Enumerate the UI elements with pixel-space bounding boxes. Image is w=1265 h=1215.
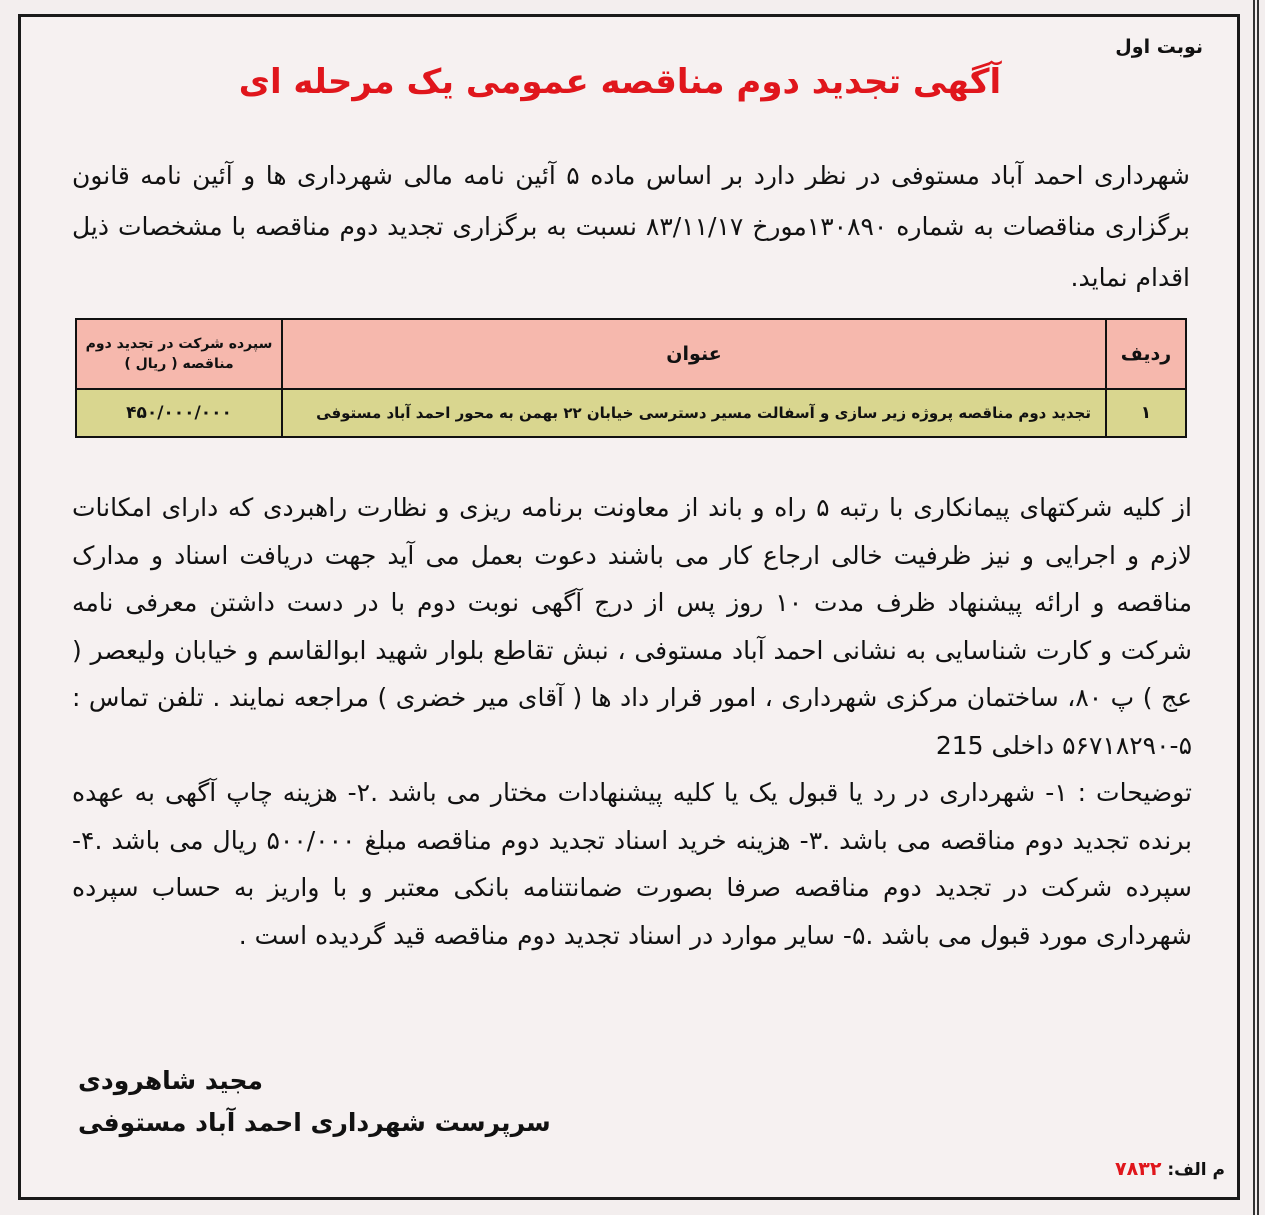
table-row <box>76 389 1186 437</box>
reference-number: ۷۸۳۲ <box>1115 1158 1162 1180</box>
body-text <box>72 484 1192 959</box>
notes-paragraph: توضیحات : ۱- شهرداری در رد یا قبول یک یا کلیه پیشنهادات مختار می باشد .۲- هزینه چاپ آگهی به عهده برنده تجدید دوم مناقصه می باشد .۳- هزینه خرید اسناد تجدید دوم مناقصه مبلغ ۵۰۰/۰۰۰ ریال می باشد .۴- سپرده شرکت در تجدید دوم مناقصه صرفا بصورت ضمانتنامه بانکی معتبر و با واریز به حساب سپرده شهرداری مورد قبول می باشد .۵- سایر موارد در اسناد تجدید دوم مناقصه قید گردیده است . <box>72 778 1192 950</box>
tender-table <box>75 318 1187 438</box>
publication-round: نوبت اول <box>1115 36 1203 58</box>
cell-row-number: ۱ <box>1106 389 1186 437</box>
header-deposit: سپرده شرکت در تجدید دوم مناقصه ( ریال ) <box>76 319 282 389</box>
header-title: عنوان <box>282 319 1106 389</box>
intro-paragraph: شهرداری احمد آباد مستوفی در نظر دارد بر اساس ماده ۵ آئین نامه مالی شهرداری ها و آئین نامه قانون برگزاری مناقصات به شماره ۱۳۰۸۹۰مورخ ۸۳/۱۱/۱۷ نسبت به برگزاری تجدید دوم مناقصه با مشخصات ذیل اقدام نماید. <box>72 161 1190 292</box>
invitation-paragraph: از کلیه شرکتهای پیمانکاری با رتبه ۵ راه و باند از معاونت برنامه ریزی و نظارت راهبردی که دارای امکانات لازم و اجرایی و نیز ظرفیت خالی ارجاع کار می باشند دعوت بعمل می آید جهت دریافت اسناد و مدارک مناقصه و ارائه پیشنهاد ظرف مدت ۱۰ روز پس از درج آگهی نوبت دوم با در دست داشتن معرفی نامه شرکت و کارت شناسایی به نشانی احمد آباد مستوفی ، نبش تقاطع بلوار شهید ابوالقاسم و خیابان ولیعصر ( عج ) پ ۸۰، ساختمان مرکزی شهرداری ، امور قرار داد ها ( آقای میر خضری ) مراجعه نمایند . تلفن تماس : ۵-۵۶۷۱۸۲۹۰ داخلی 215 <box>72 493 1193 760</box>
signatory-name: مجید شاهرودی <box>78 1066 263 1095</box>
header-row-number: ردیف <box>1106 319 1186 389</box>
reference-code <box>1115 1158 1225 1180</box>
signatory-title: سرپرست شهرداری احمد آباد مستوفی <box>78 1108 551 1137</box>
cell-deposit: ۴۵۰/۰۰۰/۰۰۰ <box>76 389 282 437</box>
column-divider <box>1253 0 1259 1215</box>
table-header-row <box>76 319 1186 389</box>
cell-title: تجدید دوم مناقصه پروژه زیر سازی و آسفالت مسیر دسترسی خیابان ۲۲ بهمن به محور احمد آباد مستوفی <box>282 389 1106 437</box>
reference-label: م الف: <box>1167 1160 1225 1180</box>
notice-title: آگهی تجدید دوم مناقصه عمومی یک مرحله ای <box>238 62 1002 102</box>
